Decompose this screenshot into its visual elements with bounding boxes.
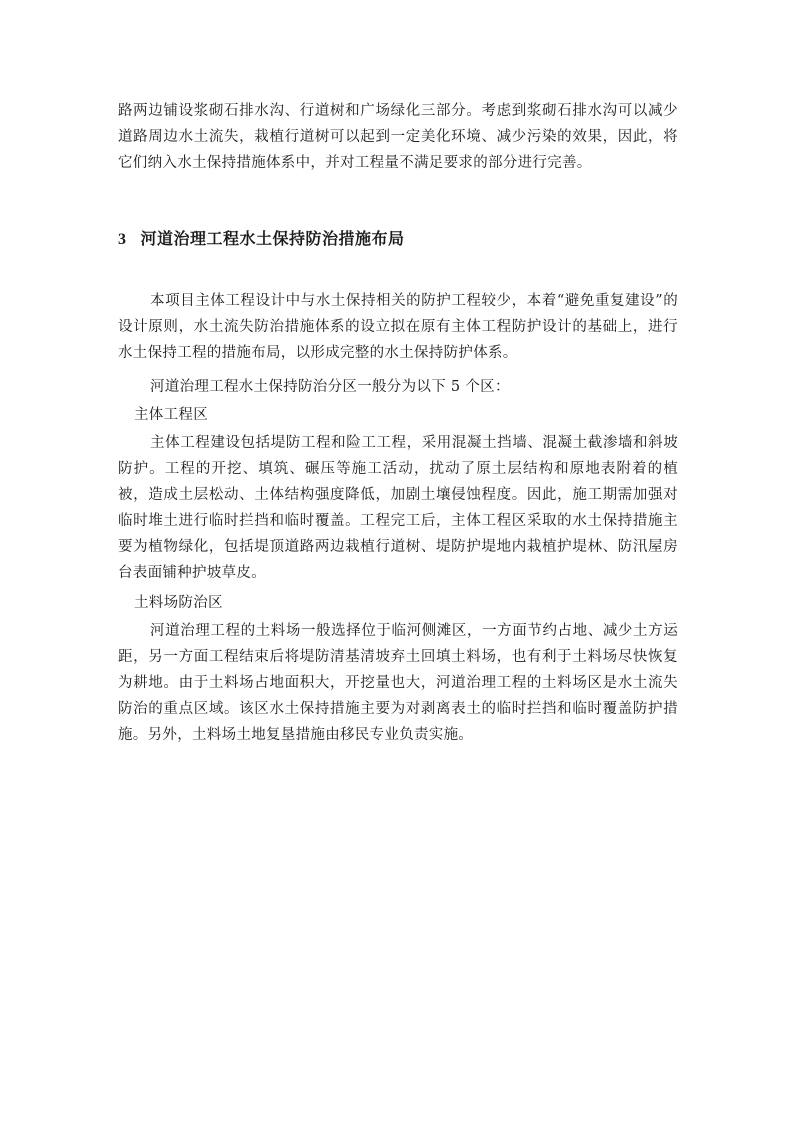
section-number: 3	[118, 231, 127, 248]
zone-title-borrow-area: 土料场防治区	[134, 595, 223, 611]
paragraph-zones: 河道治理工程水土保持防治分区一般分为以下 5 个区：	[150, 379, 510, 395]
paragraph-main-works: 主体工程建设包括堤防工程和险工工程，采用混凝土挡墙、混凝土截渗墙和斜坡防护。工程的开挖、填筑、碾压等施工活动，扰动了原土层结构和原地表附着的植被，造成土层松动、土体结构强度降低，加剧土壤侵蚀程度。因此，施工期需加强对临时堆土进行临时拦挡和临时覆盖。工程完工后，主体工程区采取的水土保持措施主要为植物绿化，包括堤顶道路两边栽植行道树、堤防护堤地内栽植护堤林、防汛屋房台表面铺种护坡草皮。	[118, 435, 678, 581]
paragraph-borrow-area: 河道治理工程的土料场一般选择位于临河侧滩区，一方面节约占地、减少土方运距，另一方面工程结束后将堤防清基清坡弃土回填土料场，也有利于土料场尽快恢复为耕地。由于土料场占地面积大，开挖量也大，河道治理工程的土料场区是水土流失防治的重点区域。该区水土保持措施主要为对剥离表土的临时拦挡和临时覆盖防护措施。另外，土料场土地复垦措施由移民专业负责实施。	[118, 623, 678, 743]
paragraph-continuation: 路两边铺设浆砌石排水沟、行道树和广场绿化三部分。考虑到浆砌石排水沟可以减少道路周边水土流失，栽植行道树可以起到一定美化环境、减少污染的效果，因此，将它们纳入水土保持措施体系中，并对工程量不满足要求的部分进行完善。	[118, 103, 678, 171]
paragraph-intro: 本项目主体工程设计中与水土保持相关的防护工程较少，本着“避免重复建设”的设计原则，水土流失防治措施体系的设立拟在原有主体工程防护设计的基础上，进行水土保持工程的措施布局，以形成完整的水土保持防护体系。	[118, 293, 678, 361]
section-title: 河道治理工程水土保持防治措施布局	[140, 229, 405, 248]
section-heading	[118, 228, 405, 251]
zone-title-main-works: 主体工程区	[134, 407, 208, 423]
